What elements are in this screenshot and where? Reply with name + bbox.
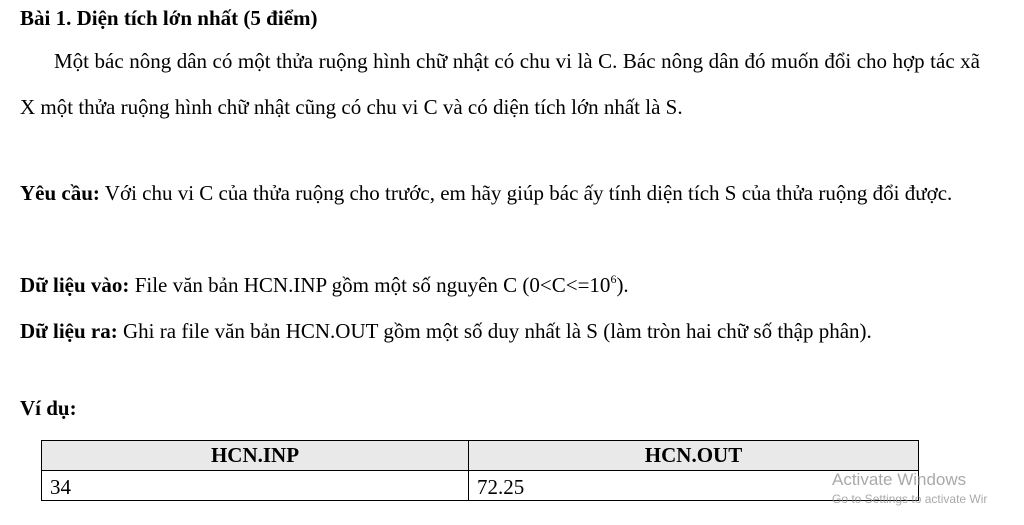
watermark-subtitle: Go to Settings to activate Wir <box>832 492 988 506</box>
table-row <box>42 471 919 501</box>
requirement-label: Yêu cầu: <box>20 181 100 205</box>
input-tail: ). <box>616 273 629 297</box>
example-output-value: 72.25 <box>469 471 919 501</box>
example-table <box>41 440 919 501</box>
output-label: Dữ liệu ra: <box>20 319 118 343</box>
activate-windows-watermark <box>832 470 987 506</box>
problem-title: Bài 1. Diện tích lớn nhất (5 điểm) <box>20 6 318 30</box>
input-paragraph <box>20 262 980 308</box>
problem-statement: Một bác nông dân có một thửa ruộng hình chữ nhật có chu vi là C. Bác nông dân đó muốn đổi cho hợp tác xã X một thửa ruộng hình chữ nhật cũng có chu vi C và có diện tích lớn nhất là S. <box>20 49 980 119</box>
example-label: Ví dụ: <box>20 396 77 420</box>
requirement-text: Với chu vi C của thửa ruộng cho trước, em hãy giúp bác ấy tính diện tích S của thửa ruộng đổi được. <box>99 181 953 205</box>
output-text: Ghi ra file văn bản HCN.OUT gồm một số duy nhất là S (làm tròn hai chữ số thập phân). <box>117 319 872 343</box>
output-paragraph <box>20 308 980 354</box>
example-input-value: 34 <box>42 471 469 501</box>
header-input-file: HCN.INP <box>42 441 469 471</box>
example-table-header-row <box>42 441 919 471</box>
input-exponent: 6 <box>610 272 617 286</box>
requirement-paragraph <box>20 170 980 216</box>
input-text: File văn bản HCN.INP gồm một số nguyên C (0<C<=10 <box>129 273 611 297</box>
header-output-file: HCN.OUT <box>469 441 919 471</box>
watermark-title: Activate Windows <box>832 470 967 489</box>
input-label: Dữ liệu vào: <box>20 273 130 297</box>
